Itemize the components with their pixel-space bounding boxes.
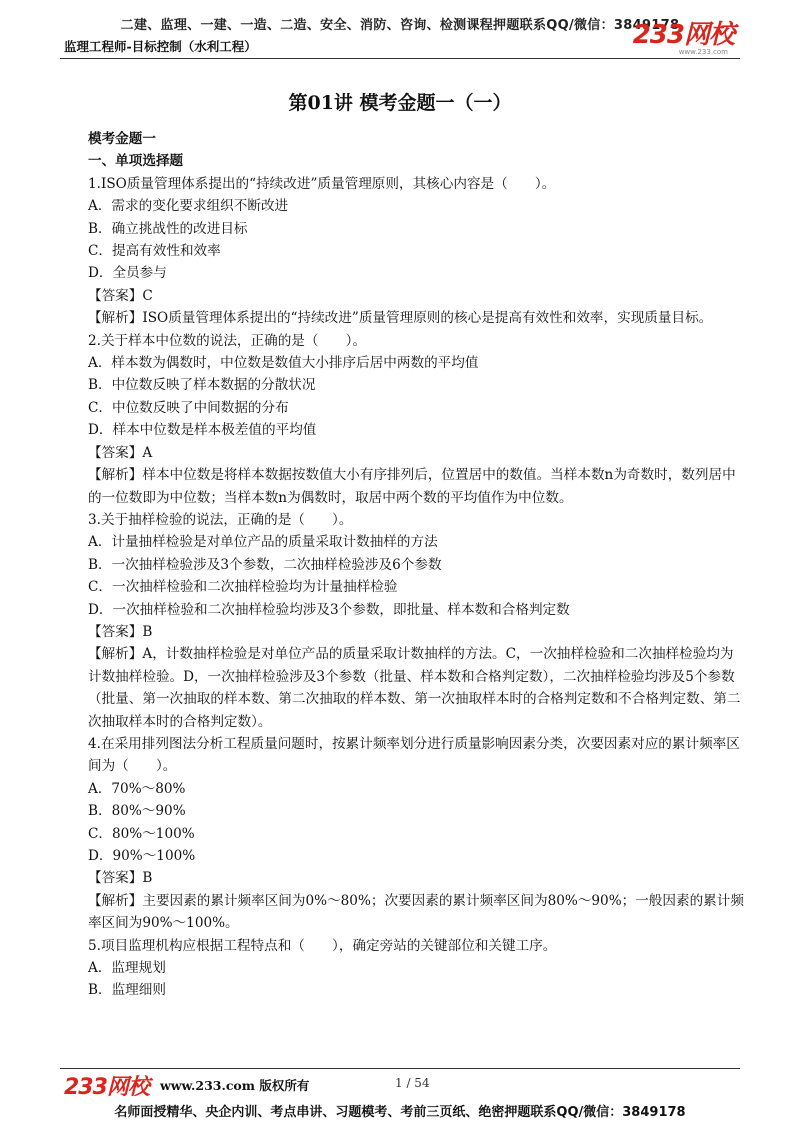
text-line: D．全员参与 [88, 265, 167, 282]
text-line: C．80%～100% [88, 825, 195, 842]
brand-logo: 233网校 [632, 20, 734, 50]
text-line: 2.关于样本中位数的说法，正确的是（ ）。 [88, 332, 367, 349]
text-line: 【解析】样本中位数是将样本数据按数值大小有序排列后，位置居中的数值。当样本数n为奇数时，数列居中的一位数即为中位数；当样本数n为偶数时，取居中两个数的平均值作为中位数。 [88, 467, 736, 506]
text-line: 模考金题一 [88, 131, 156, 147]
document-body [62, 128, 746, 1002]
text-line: D．一次抽样检验和二次抽样检验均涉及3个参数，即批量、样本数和合格判定数 [88, 601, 570, 618]
text-line: 一、单项选择题 [88, 153, 184, 170]
text-line: C．中位数反映了中间数据的分布 [88, 399, 289, 416]
text-line: A．70%～80% [88, 780, 186, 797]
page-title: 第01讲 模考金题一（一） [288, 92, 512, 114]
text-line: A．计量抽样检验是对单位产品的质量采取计数抽样的方法 [88, 534, 438, 551]
text-line: 【答案】B [88, 623, 153, 640]
text-line: 【答案】A [88, 444, 153, 461]
text-line: C．一次抽样检验和二次抽样检验均为计量抽样检验 [88, 579, 398, 596]
text-line: A．需求的变化要求组织不断改进 [88, 198, 289, 215]
text-line: C．提高有效性和效率 [88, 243, 221, 260]
header-subtitle: 监理工程师-目标控制（水利工程） [64, 39, 257, 54]
brand-logo-url: www.233.com [678, 48, 728, 56]
footer-divider [60, 1068, 740, 1069]
text-line: B．80%～90% [88, 803, 186, 820]
text-line: 【解析】主要因素的累计频率区间为0%～80%；次要因素的累计频率区间为80%～90%；一般因素的累计频率区间为90%～100%。 [88, 892, 744, 932]
text-line: 【解析】A，计数抽样检验是对单位产品的质量采取计数抽样的方法。C，一次抽样检验和二次抽样检验均为计数抽样检验。D，一次抽样检验涉及3个参数（批量、样本数和合格判定数），二次抽样检验均涉及5个参数（批量、第一次抽取的样本数、第二次抽取的样本数、第一次抽取样本时的合格判定数和不合格判定数、第二次抽取样本时的合格判定数）。 [88, 646, 741, 730]
text-line: 【答案】B [88, 870, 153, 887]
text-line: B．确立挑战性的改进目标 [88, 220, 248, 237]
text-line: D．90%～100% [88, 848, 196, 864]
footer-logo: 233网校 [64, 1075, 149, 1100]
text-line: A．监理规划 [88, 960, 166, 977]
text-line: B．一次抽样检验涉及3个参数，二次抽样检验涉及6个参数 [88, 556, 442, 573]
header-divider [60, 58, 740, 59]
text-line: D．样本中位数是样本极差值的平均值 [88, 422, 317, 439]
footer-site: www.233.com 版权所有 [160, 1078, 310, 1093]
footer-bottom-line: 名师面授精华、央企内训、考点串讲、习题模考、考前三页纸、绝密押题联系QQ/微信：3849178 [114, 1105, 686, 1120]
text-line: 1.ISO质量管理体系提出的“持续改进”质量管理原则，其核心内容是（ ）。 [88, 175, 556, 192]
text-line: 3.关于抽样检验的说法，正确的是（ ）。 [88, 511, 353, 528]
page-number: 1 / 54 [395, 1076, 430, 1090]
text-line: 【解析】ISO质量管理体系提出的“持续改进”质量管理原则的核心是提高有效性和效率，实现质量目标。 [88, 310, 713, 327]
text-line: 4.在采用排列图法分析工程质量问题时，按累计频率划分进行质量影响因素分类，次要因素对应的累计频率区间为（ ）。 [88, 735, 740, 775]
text-line: A．样本数为偶数时，中位数是数值大小排序后居中两数的平均值 [88, 355, 479, 372]
text-line: B．监理细则 [88, 982, 166, 999]
text-line: 5.项目监理机构应根据工程特点和（ ），确定旁站的关键部位和关键工序。 [88, 937, 557, 954]
header-top-line: 二建、监理、一建、一造、二造、安全、消防、咨询、检测课程押题联系QQ/微信：3849178 [120, 18, 680, 33]
text-line: B．中位数反映了样本数据的分散状况 [88, 377, 316, 394]
text-line: 【答案】C [88, 287, 153, 304]
